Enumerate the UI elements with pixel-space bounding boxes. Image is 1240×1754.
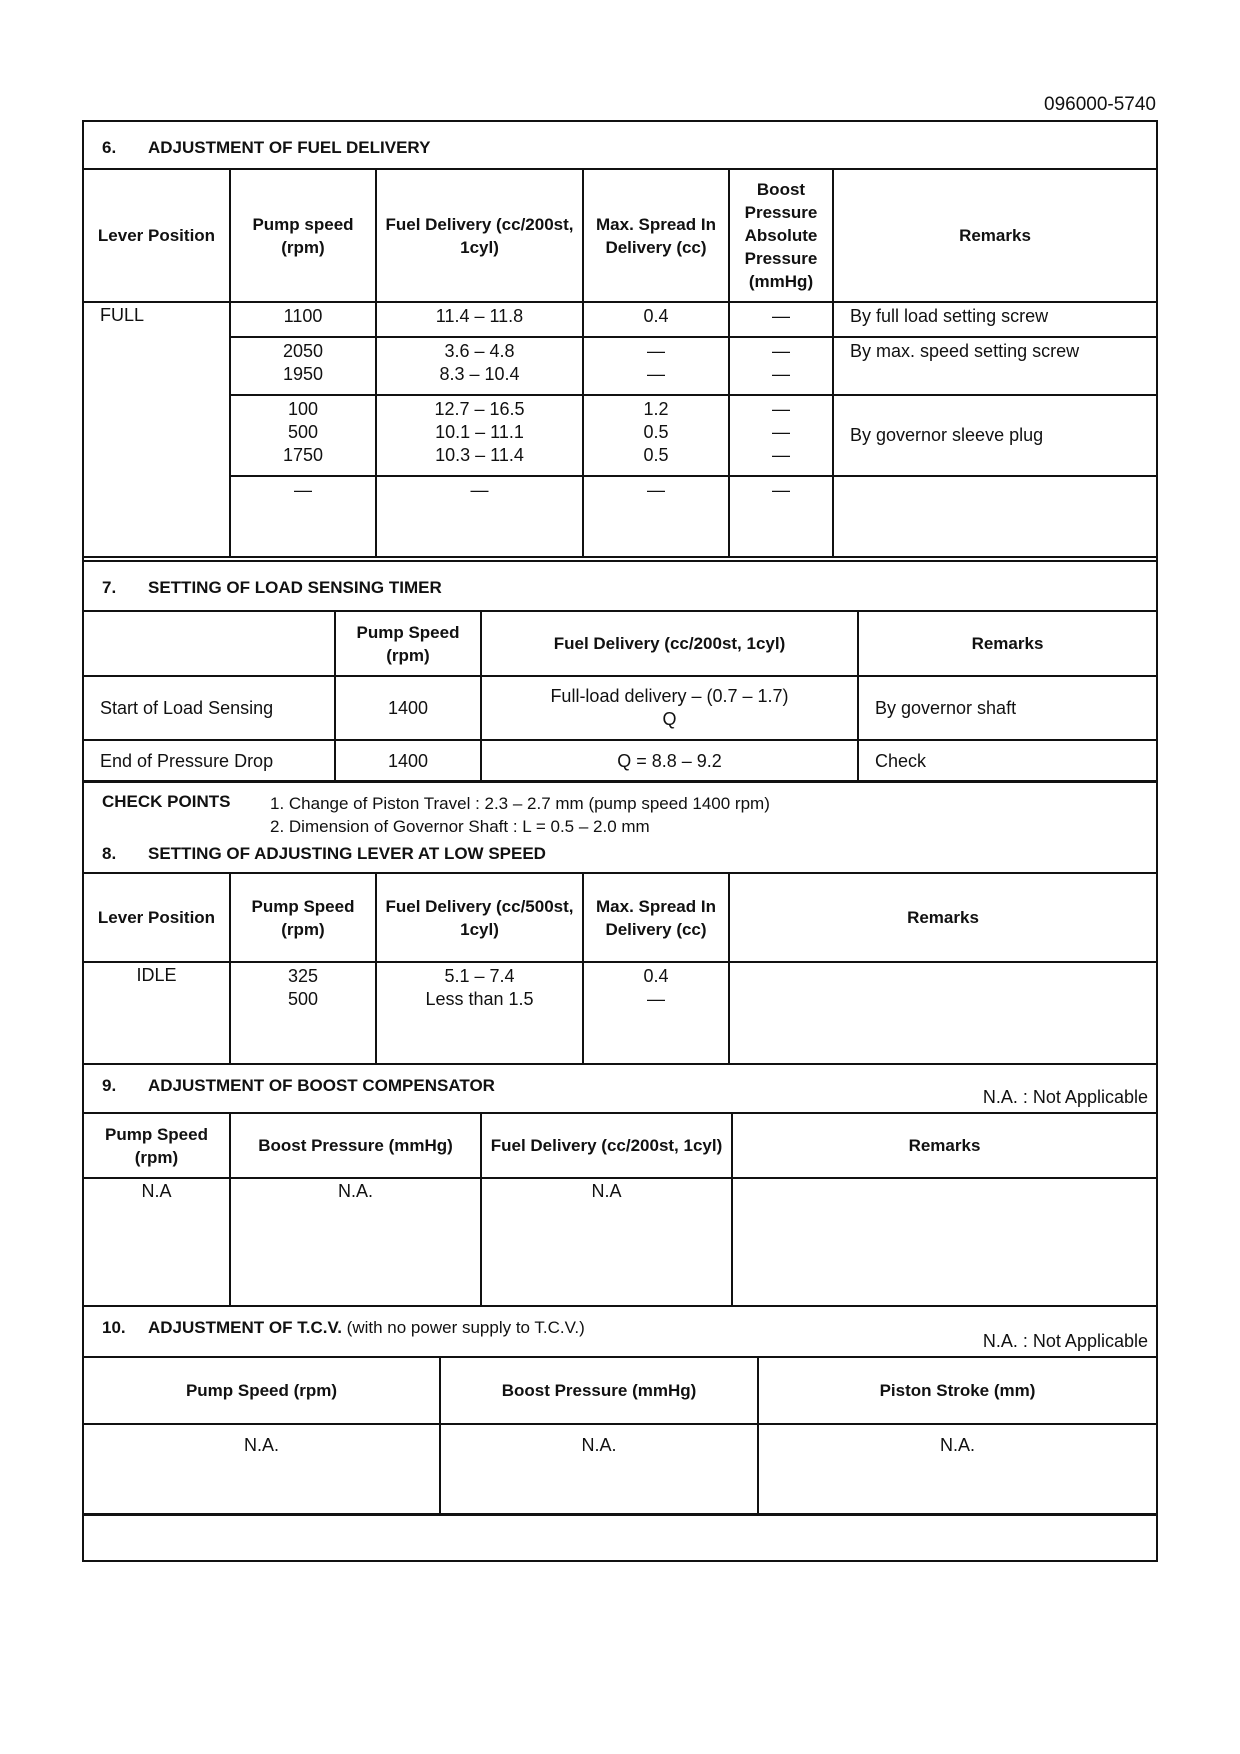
s6-g2-delivery: 12.7 – 16.5 10.1 – 11.1 10.3 – 11.4: [376, 395, 583, 476]
s7-header-blank: [84, 612, 335, 676]
s7-row0-label: Start of Load Sensing: [84, 676, 335, 740]
section-10-na-note: N.A. : Not Applicable: [982, 1331, 1148, 1351]
s6-g0-delivery: 11.4 – 11.8: [376, 302, 583, 337]
bottom-divider: [84, 1514, 1156, 1516]
s6-g3-remarks: [833, 476, 1156, 557]
section-8-heading: SETTING OF ADJUSTING LEVER AT LOW SPEED: [148, 844, 546, 863]
section-9-number: 9.: [102, 1076, 117, 1095]
table-row: [84, 740, 1156, 782]
s7-row1-speed: 1400: [335, 740, 481, 782]
s8-header-spread: Max. Spread In Delivery (cc): [583, 874, 729, 962]
s10-stroke-value: N.A.: [758, 1424, 1156, 1514]
s8-lever-idle: IDLE: [84, 962, 230, 1064]
table-row: [84, 676, 1156, 740]
s9-boost-value: N.A.: [230, 1178, 481, 1306]
s6-g0-spread: 0.4: [583, 302, 729, 337]
table-row: [84, 1424, 1156, 1514]
s6-g2-spread: 1.2 0.5 0.5: [583, 395, 729, 476]
s9-header-remarks: Remarks: [732, 1114, 1156, 1178]
s10-header-stroke: Piston Stroke (mm): [758, 1358, 1156, 1424]
s6-g2-remarks: By governor sleeve plug: [833, 395, 1156, 476]
s9-header-boost: Boost Pressure (mmHg): [230, 1114, 481, 1178]
s8-speed: 325 500: [230, 962, 376, 1064]
s6-header-remarks: Remarks: [833, 170, 1156, 302]
section-10-number: 10.: [102, 1318, 126, 1337]
section-9-na-note: N.A. : Not Applicable: [982, 1087, 1148, 1107]
s9-header-delivery: Fuel Delivery (cc/200st, 1cyl): [481, 1114, 732, 1178]
s6-g1-spread: — —: [583, 337, 729, 395]
s10-header-boost: Boost Pressure (mmHg): [440, 1358, 758, 1424]
s7-header-delivery: Fuel Delivery (cc/200st, 1cyl): [481, 612, 858, 676]
section-6-number: 6.: [102, 138, 117, 157]
s7-row0-delivery: Full-load delivery – (0.7 – 1.7) Q: [481, 676, 858, 740]
s8-header-delivery: Fuel Delivery (cc/500st, 1cyl): [376, 874, 583, 962]
s6-header-spread: Max. Spread In Delivery (cc): [583, 170, 729, 302]
check-point-1: 1. Change of Piston Travel : 2.3 – 2.7 mm (pump speed 1400 rpm): [270, 794, 770, 813]
s8-header-speed: Pump Speed (rpm): [230, 874, 376, 962]
s6-g1-boost: — —: [729, 337, 833, 395]
s10-header-speed: Pump Speed (rpm): [84, 1358, 440, 1424]
s6-g3-delivery: —: [376, 476, 583, 557]
section-6-heading: ADJUSTMENT OF FUEL DELIVERY: [148, 138, 431, 157]
s10-boost-value: N.A.: [440, 1424, 758, 1514]
s8-delivery: 5.1 – 7.4 Less than 1.5: [376, 962, 583, 1064]
section-6-title: [84, 122, 1156, 170]
s6-g1-delivery: 3.6 – 4.8 8.3 – 10.4: [376, 337, 583, 395]
s6-header-speed: Pump speed (rpm): [230, 170, 376, 302]
table-row: [84, 302, 1156, 337]
s9-delivery-value: N.A: [481, 1178, 732, 1306]
s7-header-remarks: Remarks: [858, 612, 1156, 676]
s8-remarks: [729, 962, 1156, 1064]
s8-header-lever: Lever Position: [84, 874, 230, 962]
check-points-divider: [84, 780, 1156, 782]
s6-g3-speed: —: [230, 476, 376, 557]
s6-g0-boost: —: [729, 302, 833, 337]
table-row: [84, 395, 1156, 476]
section-9-heading: ADJUSTMENT OF BOOST COMPENSATOR: [148, 1076, 495, 1095]
s6-g0-speed: 1100: [230, 302, 376, 337]
section-7-title: [84, 562, 1156, 612]
section-10-title: [84, 1306, 1156, 1358]
s6-g3-boost: —: [729, 476, 833, 557]
boost-compensator-table: [84, 1114, 1156, 1307]
section-10-heading: ADJUSTMENT OF T.C.V. (with no power supply to T.C.V.): [148, 1318, 585, 1337]
document-number: 096000-5740: [1044, 94, 1156, 115]
table-row: [84, 476, 1156, 557]
s6-g2-boost: — — —: [729, 395, 833, 476]
s6-g1-speed: 2050 1950: [230, 337, 376, 395]
s9-remarks-value: [732, 1178, 1156, 1306]
s6-g0-remarks: By full load setting screw: [833, 302, 1156, 337]
tcv-table: [84, 1358, 1156, 1515]
s9-speed-value: N.A: [84, 1178, 230, 1306]
table-row: [84, 962, 1156, 1064]
s7-row1-label: End of Pressure Drop: [84, 740, 335, 782]
spec-sheet-frame: [82, 120, 1158, 1562]
section-7-heading: SETTING OF LOAD SENSING TIMER: [148, 578, 442, 597]
s6-g1-remarks: By max. speed setting screw: [833, 337, 1156, 395]
s8-header-remarks: Remarks: [729, 874, 1156, 962]
s7-row1-delivery: Q = 8.8 – 9.2: [481, 740, 858, 782]
section-9-title: [84, 1064, 1156, 1114]
table-row: [84, 1178, 1156, 1306]
s6-g3-spread: —: [583, 476, 729, 557]
s10-speed-value: N.A.: [84, 1424, 440, 1514]
fuel-delivery-table: [84, 170, 1156, 558]
table-row: [84, 337, 1156, 395]
s9-header-speed: Pump Speed (rpm): [84, 1114, 230, 1178]
section-7-number: 7.: [102, 578, 117, 597]
s7-row0-speed: 1400: [335, 676, 481, 740]
check-point-2: 2. Dimension of Governor Shaft : L = 0.5 – 2.0 mm: [270, 817, 650, 836]
s7-header-speed: Pump Speed (rpm): [335, 612, 481, 676]
s7-row0-remarks: By governor shaft: [858, 676, 1156, 740]
low-speed-table: [84, 874, 1156, 1065]
section-8-number: 8.: [102, 844, 117, 863]
load-sensing-table: [84, 612, 1156, 783]
s7-row1-remarks: Check: [858, 740, 1156, 782]
s6-header-lever: Lever Position: [84, 170, 230, 302]
s6-g2-speed: 100 500 1750: [230, 395, 376, 476]
s6-header-boost: Boost Pressure Absolute Pressure (mmHg): [729, 170, 833, 302]
s6-header-delivery: Fuel Delivery (cc/200st, 1cyl): [376, 170, 583, 302]
s8-spread: 0.4 —: [583, 962, 729, 1064]
check-points-label: CHECK POINTS: [102, 792, 231, 811]
s6-lever-full: FULL: [84, 302, 230, 557]
section-8-title: [84, 834, 1156, 874]
